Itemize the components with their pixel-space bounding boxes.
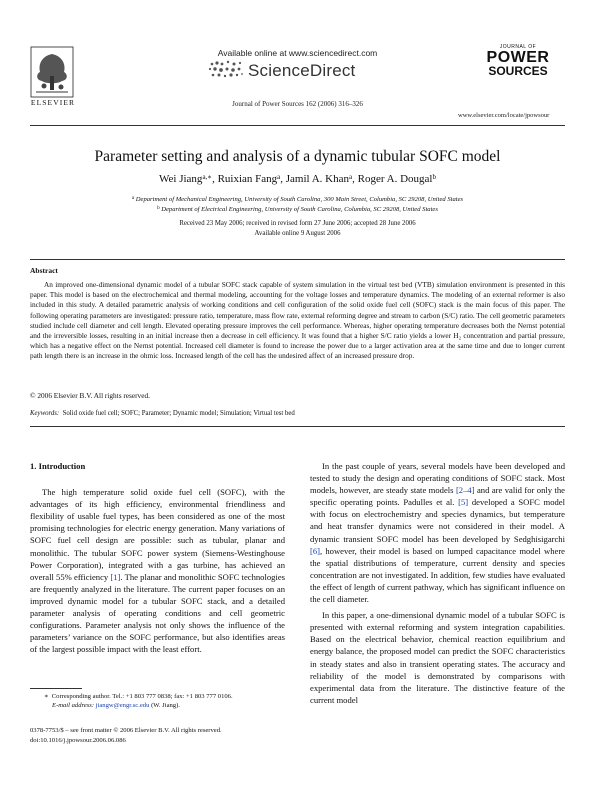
paragraph-text: The high temperature solid oxide fuel cell (SOFC), with the advantages of its high efficiency, environmental friendliness and flexibility of usable fuel types, has been considered as one of the most promising technologies for electric energy generation. Many variations of SOFC fuel cell design are possible: such as tubular, planar and monolithic. The tubular SOFC power system (Siemens-Westinghouse Power Corporation), integrated with a gas turbine, has achieved an overall 55% efficiency <box>30 487 285 582</box>
affiliation-a <box>0 196 595 203</box>
author-name: Ruixian Fang <box>217 173 278 185</box>
elsevier-wordmark: ELSEVIER <box>30 98 76 107</box>
intro-paragraph-3 <box>310 609 565 706</box>
email-name: (W. Jiang). <box>151 702 180 709</box>
journal-logo-line1: POWER <box>486 49 550 66</box>
author-affiliation-mark: b <box>432 173 436 181</box>
received-dates: Received 23 May 2006; received in revised form 27 June 2006; accepted 28 June 2006 <box>179 220 416 227</box>
available-date: Available online 9 August 2006 <box>254 230 341 237</box>
author-name: Roger A. Dougal <box>357 173 433 185</box>
citation-link[interactable]: [2–4] <box>455 485 475 496</box>
issn-line: 0378-7753/$ – see front matter © 2006 Elsevier B.V. All rights reserved. <box>30 727 222 734</box>
author-separator: , <box>212 173 218 185</box>
corresponding-author <box>30 692 290 701</box>
author-name: Jamil A. Khan <box>285 173 350 185</box>
sciencedirect-wordmark: ScienceDirect <box>248 61 356 80</box>
abstract-top-divider <box>30 259 565 260</box>
paragraph-text: and are valid for only the specific operating points. Padulles et al. <box>310 485 565 508</box>
author-affiliation-mark: a <box>277 173 281 181</box>
paragraph-text: In the past couple of years, several models have been developed and tested to study the design and operating conditions of SOFC stack. Most models, however, are steady state models <box>310 461 565 496</box>
journal-logo-line2: SOURCES <box>488 64 548 78</box>
keywords-text: Solid oxide fuel cell; SOFC; Parameter; Dynamic model; Simulation; Virtual test bed <box>62 410 295 417</box>
paragraph-text: developed a SOFC model with focus on electrochemistry and species dynamics, but temperature and heat transfer dynamics were not considered in their model. A dynamic transient SOFC model has been developed by Sedghisigarchi <box>310 497 566 544</box>
journal-url[interactable]: www.elsevier.com/locate/jpowsour <box>458 112 550 119</box>
abstract-text: An improved one-dimensional dynamic model of a tubular SOFC stack capable of system simulation in the virtual test bed (VTB) simulation environment is presented in this paper. This model is based on the electrochemical and thermal modeling, accounting for the voltage losses and temperature dynamics. The modeling of an external reformer is also included in this study. A detailed parametric analysis of working conditions and cell configuration of the solid oxide fuel cell (SOFC) stack is the main focus of this paper. The following operating parameters are investigated: pressure ratio, temperature, mass flow rate, external reforming degree and stream to carbon (S/C) ratio. The cell geometric parameters studied include cell diameter and cell length. Elevated operating pressure improves the cell performance. Whereas, higher operating temperature decreases both the Nernst potential and the irreversible losses, resulting in an initial increase then a decrease in cell efficiency. It was found that a higher S/C ratio yields a lower H₂ concentration and partial pressure, which has a negative effect on the Nernst potential. Increased cell diameter is found to increase the power due to a larger activation area at the same time and due to longer current path length there is an increase in the ohmic loss. Increased length of the cell has the undesired affect of an increased pressure drop. <box>30 280 565 361</box>
intro-paragraph-1 <box>30 486 285 655</box>
citation-link[interactable]: [5] <box>458 497 469 508</box>
keywords-label: Keywords: <box>30 410 60 417</box>
paragraph-text: In this paper, a one-dimensional dynamic model of a tubular SOFC is presented with external reforming and system integration capabilities. Based on the electrical behavior, chemical reaction equilibrium and energy balance, the proposed model can predict the SOFC characteristics in steady states and also in transient operating states. The accuracy and reliability of the model is demonstrated by comparisons with experimental data from the literature. The distinctive feature of the current model <box>310 610 565 705</box>
footnote-contact: Corresponding author. Tel.: +1 803 777 0838; fax: +1 803 777 0106. <box>51 693 233 700</box>
journal-logo-top: JOURNAL OF <box>499 44 537 50</box>
abstract-bottom-divider <box>30 426 565 427</box>
intro-paragraph-2 <box>310 460 565 605</box>
journal-citation: Journal of Power Sources 162 (2006) 316–326 <box>232 100 363 108</box>
page-footer <box>30 726 330 746</box>
paragraph-text: . The planar and monolithic SOFC technologies are frequently analyzed in the literature. The current paper focuses on an improved dynamic model for a tubular SOFC stack, and a detailed parameter analysis of operating conditions and cell geometric configurations. Parameter analysis not only shows the influence of the parameters’ variance on the SOFC performance, but also identifies areas of the largest possible impact with the least effort. <box>30 571 285 655</box>
footnote-divider <box>30 688 82 689</box>
section-heading: 1. Introduction <box>30 461 86 471</box>
available-online-text: Available online at www.sciencedirect.com <box>217 48 378 58</box>
journal-logo <box>485 44 551 77</box>
citation-link[interactable]: [1] <box>110 571 121 582</box>
email-label: E-mail address: <box>52 702 95 709</box>
sciencedirect-dots-icon <box>206 58 246 80</box>
affiliation-text: Department of Mechanical Engineering, University of South Carolina, 300 Main Street, Columbia, SC 29208, United States <box>135 196 464 203</box>
author-list <box>0 173 595 185</box>
author-affiliation-mark: a,∗ <box>202 173 213 181</box>
author-affiliation-mark: a <box>349 173 353 181</box>
header-divider <box>30 125 565 126</box>
author-separator: , <box>280 173 286 185</box>
citation-link[interactable]: [6] <box>310 545 321 556</box>
author-separator: , <box>352 173 358 185</box>
doi-link[interactable]: doi:10.1016/j.jpowsour.2006.06.086 <box>30 737 126 744</box>
author-name: Wei Jiang <box>159 173 203 185</box>
affiliation-text: Department of Electrical Engineering, University of South Carolina, Columbia, SC 29208, United States <box>161 206 438 213</box>
right-column <box>310 460 565 706</box>
article-title: Parameter setting and analysis of a dynamic tubular SOFC model <box>94 148 501 165</box>
email-link[interactable]: jiangw@engr.sc.edu <box>95 702 150 709</box>
footnote-email-line <box>30 701 290 710</box>
footnote-mark: ∗ <box>44 693 49 700</box>
footnote <box>30 692 290 710</box>
abstract-copyright: © 2006 Elsevier B.V. All rights reserved. <box>30 391 150 400</box>
affiliation-mark: a <box>131 196 135 201</box>
abstract-heading: Abstract <box>30 266 58 275</box>
affiliation-b <box>0 206 595 213</box>
paragraph-text: , however, their model is based on lumped capacitance model where the spatial distributions of temperature, current density and species concentration are not investigated. In addition, few studies have evaluated the effect of length of current pathway, which has significant influence on the cell diameter. <box>310 545 565 605</box>
left-column <box>30 460 285 655</box>
affiliation-mark: b <box>157 206 160 211</box>
keywords <box>30 410 295 417</box>
